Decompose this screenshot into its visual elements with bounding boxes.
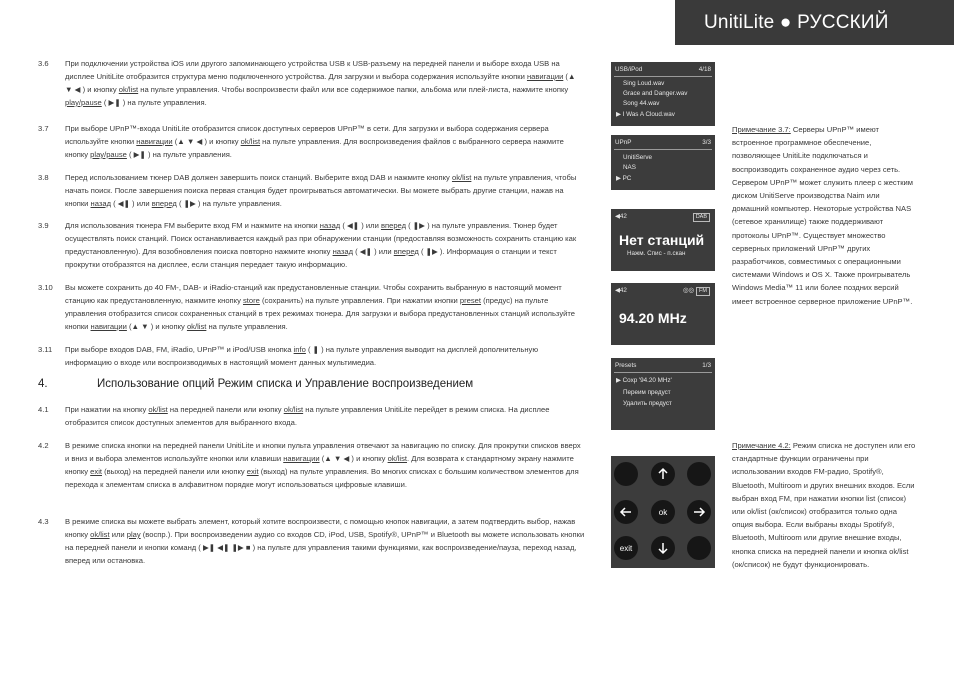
text: (▲ ▼ ◀ ) и кнопку	[172, 137, 241, 146]
speaker-icon: ◀	[615, 287, 620, 294]
arrow-up-icon	[656, 467, 670, 481]
keyword-navigation: навигации	[526, 72, 564, 81]
text: В режиме списка кнопки на передней панели UnitiLite и кнопки пульта управления отвечают за навигацию по списку. Для прокрутки списков вверх и вниз и выбора элементов используйте кнопки или клавиши	[65, 441, 581, 463]
list-item: Grace and Danger.wav	[623, 90, 688, 97]
text: В режиме списка вы можете выбрать элемент, который хотите воспроизвести, с помощью кнопок навигации, а затем подтвердить выбор, нажав кнопку	[65, 517, 576, 539]
ok-button[interactable]	[651, 500, 675, 524]
ok-label: ok	[658, 507, 668, 517]
paragraph-number: 3.11	[38, 345, 53, 354]
text: Для использования тюнера FM выберите вход FM и нажмите на кнопки	[65, 221, 320, 230]
paragraph-3-7	[65, 122, 585, 161]
text: При выборе UPnP™-входа UnitiLite отобразится список доступных серверов UPnP™ в сети. Для загрузки и выбора содержания сервера используйте кнопки	[65, 124, 549, 146]
paragraph-3-6	[65, 57, 585, 109]
paragraph-number: 4.1	[38, 405, 49, 414]
text: ( ◀❚ ) или	[111, 199, 152, 208]
keyword-forward: вперед	[393, 247, 419, 256]
text: ( ❚ ) на пульте управления выводит на дисплей дополнительную информацию о входе или воспроизводимых в настоящий момент данных мультимедиа.	[65, 345, 539, 367]
text: (воспр.). При воспроизведении аудио со входов CD, iPod, USB, Spotify®, UPnP™ и Bluetooth вы можете использовать кнопки на передней панели и кнопки команд ( ▶❚ ◀❚ ❚▶ ■ ) на пульте для управления такими функциями, как воспроизведение/пауза, переход назад, вперед или остановка.	[65, 530, 585, 565]
screen-count: 4/18	[698, 66, 711, 73]
status-hint: Нажм. Спис - п.скан	[627, 250, 686, 257]
keyword-back: назад	[90, 199, 111, 208]
text: (предус) на пульте управления отобразится список сохраненных станций в трех режимах тюнера. Для загрузки и выбора предустановленных станций используйте кнопки	[65, 296, 575, 331]
list-item: Song 44.wav	[623, 100, 660, 107]
keyword-navigation: навигации	[283, 454, 320, 463]
arrow-left-icon	[619, 505, 633, 519]
cursor-icon: ▶	[616, 175, 623, 182]
down-button[interactable]	[651, 536, 675, 560]
screen-title: USB/iPod	[615, 66, 643, 73]
note-text: Серверы UPnP™ имеют встроенное программное обеспечение, позволяющее UnitiLite подключаться и воспроизводить сохраненное аудио через сеть. Сервером UPnP™ может служить плеер с жестким диском UnitiServe производства Naim или домашний компьютер. Некоторые устройства NAS (сетевое хранилище) также поддерживают протоколы UPnP™. Существует множество серверных приложений UPnP™ других разработчиков, совместимых с операционными системами Windows и OS X. Также проигрыватель Windows Media™ 11 или более поздних версий имеет встроенное серверное приложение UPnP™.	[732, 125, 913, 306]
section-title: Использование опций Режим списка и Управление воспроизведением	[97, 378, 474, 390]
paragraph-number: 3.7	[38, 124, 49, 133]
screen-header	[615, 139, 711, 148]
left-button[interactable]	[614, 500, 638, 524]
text: или	[109, 530, 127, 539]
right-button[interactable]	[687, 500, 711, 524]
keyword-navigation: навигации	[90, 322, 127, 331]
note-text: Режим списка не доступен или его стандартные функции ограничены при использовании входов FM-радио, Spotify®, Bluetooth, Multiroom и других внешних входов. Если выбран вход FM, при нажатии кнопки list (список) или ok/list (ок/список) отобразится только одна опция выбора. Если выбраны входы Spotify®, Bluetooth, Multiroom или другие внешние входы, кнопка списка на передней панели и кнопка ok/list (ок/список) не будут функционировать.	[732, 441, 916, 569]
list-item: Переим предуст	[623, 389, 671, 396]
screen-count: 3/3	[702, 139, 711, 146]
keyword-back: назад	[319, 221, 341, 230]
keyword-ok-list: ok/list	[451, 173, 472, 182]
up-button[interactable]	[651, 462, 675, 486]
divider	[614, 149, 712, 150]
paragraph-number: 3.10	[38, 283, 53, 292]
blank-button[interactable]	[687, 462, 711, 486]
text: на пульте управления.	[206, 322, 288, 331]
frequency-display: 94.20 MHz	[619, 310, 687, 326]
keyword-ok-list: ok/list	[387, 454, 408, 463]
text: ( ◀❚ ) или	[340, 221, 381, 230]
paragraph-number: 3.9	[38, 221, 49, 230]
note-label: Примечание 3.7:	[732, 125, 791, 134]
text: (▲ ▼ ) и кнопку	[126, 322, 187, 331]
blank-button[interactable]	[614, 462, 638, 486]
keyword-preset: preset	[459, 296, 482, 305]
text: При нажатии на кнопку	[65, 405, 149, 414]
text: на пульте управления. Чтобы воспроизвести файл или все содержимое папки, альбома или плей-листа, нажмите кнопку	[138, 85, 569, 94]
text: ( ▶❚ ) на пульте управления.	[126, 150, 232, 159]
list-item: NAS	[623, 164, 636, 171]
paragraph-3-10	[65, 281, 585, 333]
keyword-ok-list: ok/list	[118, 85, 139, 94]
note-4-2	[732, 439, 916, 571]
keyword-forward: вперед	[380, 221, 407, 230]
text: на передней панели или кнопку	[167, 405, 284, 414]
display-dab	[611, 209, 715, 271]
paragraph-number: 4.2	[38, 441, 49, 450]
text: (выход) на пульте управления. Во многих списках с большим количеством элементов для перехода к элементам списка в алфавитном порядке могут использоваться цифровые клавиши.	[65, 467, 579, 489]
display-upnp	[611, 135, 715, 190]
paragraph-4-1	[65, 403, 585, 429]
note-3-7	[732, 123, 916, 308]
exit-button[interactable]	[614, 536, 638, 560]
arrow-right-icon	[692, 505, 706, 519]
text: Перед использованием тюнер DAB должен завершить поиск станций. Выберите вход DAB и нажмите кнопку	[65, 173, 452, 182]
remote-navigation-pad	[611, 456, 715, 568]
divider	[614, 372, 712, 373]
text: . Для возврата к стандартному экрану нажмите кнопку	[65, 454, 574, 476]
keyword-play-pause: play/pause	[65, 98, 102, 107]
keyword-info: info	[293, 345, 306, 354]
keyword-exit: exit	[90, 467, 102, 476]
keyword-exit: exit	[246, 467, 259, 476]
speaker-icon: ◀	[615, 213, 620, 220]
text: ( ▶❚ ) на пульте управления.	[101, 98, 207, 107]
paragraph-3-11	[65, 343, 585, 369]
text: При выборе входов DAB, FM, iRadio, UPnP™ и iPod/USB кнопка	[65, 345, 294, 354]
paragraph-3-9	[65, 219, 585, 271]
keyword-ok-list: ok/list	[148, 405, 168, 414]
text: ( ◀❚ ) или	[353, 247, 394, 256]
stereo-icon: ◎◎	[683, 287, 694, 294]
section-number: 4.	[38, 378, 48, 390]
screen-count: 1/3	[702, 362, 711, 369]
keyword-store: store	[242, 296, 260, 305]
text: на пульте управления, чтобы начать поиск. После завершения поиска первая станция будет проигрываться автоматически. Вы можете выбрать другие станции, нажав на кнопки	[65, 173, 577, 208]
text: (▲ ▼ ◀ ) и кнопку	[319, 454, 388, 463]
divider	[614, 76, 712, 77]
display-usb-ipod	[611, 62, 715, 126]
keyword-ok-list: ok/list	[90, 530, 110, 539]
keyword-play: play	[126, 530, 141, 539]
list-item-label: I Was A Cloud.wav	[622, 111, 675, 118]
volume-value: 42	[619, 287, 627, 294]
exit-label: exit	[619, 543, 633, 553]
keyword-play-pause: play/pause	[90, 150, 127, 159]
keyword-ok-list: ok/list	[240, 137, 261, 146]
text: на пульте управления UnitiLite перейдет в режим списка. На дисплее отобразится список доступных элементов для выбранного входа.	[65, 405, 550, 427]
screen-header	[615, 66, 711, 75]
source-badge: DAB	[693, 213, 710, 222]
text: ( ❚▶ ) на пульте управления. Тюнер будет осуществлять поиск станций. Поиск останавливается каждый раз при обнаружении станции (предоставляя возможность сохранить станцию как предустановленную). Для возобновления поиска повторно нажмите кнопку	[65, 221, 577, 256]
text: (выход) на передней панели или кнопку	[102, 467, 247, 476]
keyword-ok-list: ok/list	[283, 405, 304, 414]
volume-value: 42	[619, 213, 627, 220]
cursor-icon: ▶	[616, 377, 623, 384]
screen-header	[615, 362, 711, 371]
selected-list-item	[616, 175, 631, 182]
display-fm	[611, 283, 715, 345]
text: ( ❚▶ ). Информация о станции и текст прокрутки отобразятся на дисплее, если станция передает такую информацию.	[65, 247, 557, 269]
paragraph-number: 3.8	[38, 173, 49, 182]
paragraph-4-3	[65, 515, 585, 567]
screen-title: Presets	[615, 362, 637, 369]
selected-list-item	[616, 377, 672, 384]
paragraph-number: 4.3	[38, 517, 49, 526]
list-item: Удалить предуст	[623, 400, 672, 407]
text: ( ❚▶ ) на пульте управления.	[176, 199, 282, 208]
volume-indicator	[615, 287, 627, 294]
keyword-ok-list: ok/list	[186, 322, 207, 331]
status-message: Нет станций	[619, 232, 705, 248]
source-badge: FM	[696, 287, 710, 296]
display-presets	[611, 358, 715, 430]
arrow-down-icon	[656, 541, 670, 555]
page-title: UnitiLite ● РУССКИЙ	[704, 12, 889, 33]
keyword-back: назад	[332, 247, 354, 256]
text: (▲ ▼ ◀ ) и кнопку	[65, 72, 576, 94]
paragraph-number: 3.6	[38, 59, 49, 68]
list-item: UnitiServe	[623, 154, 653, 161]
text: на пульте управления. Для воспроизведения файлов с выбранного сервера нажмите кнопку	[65, 137, 564, 159]
text: При подключении устройства iOS или другого запоминающего устройства USB к USB-разъему на передней панели и выборе входа USB на дисплее UnitiLite отобразится структура меню подключенного устройства. Для загрузки и выбора содержания используйте кнопки	[65, 59, 560, 81]
cursor-icon: ▶	[616, 111, 623, 118]
paragraph-3-8	[65, 171, 585, 210]
list-item-label: PC	[622, 175, 632, 182]
keyword-forward: вперед	[151, 199, 177, 208]
blank-button[interactable]	[687, 536, 711, 560]
selected-list-item	[616, 111, 675, 118]
text: Вы можете сохранить до 40 FM-, DAB- и iRadio-станций как предустановленные станции. Чтобы сохранить выбранную в настоящий момент станцию как предустановленную, нажмите кнопку	[65, 283, 562, 305]
note-label: Примечание 4.2:	[732, 441, 791, 450]
keyword-navigation: навигации	[136, 137, 173, 146]
header-bar	[675, 0, 954, 45]
text: (сохранить) на пульте управления. При нажатии кнопки	[259, 296, 460, 305]
volume-indicator	[615, 213, 627, 220]
list-item: Sing Loud.wav	[623, 80, 665, 87]
list-item-label: Сохр '94.20 MHz'	[622, 377, 672, 384]
screen-title: UPnP	[615, 139, 632, 146]
paragraph-4-2	[65, 439, 585, 491]
